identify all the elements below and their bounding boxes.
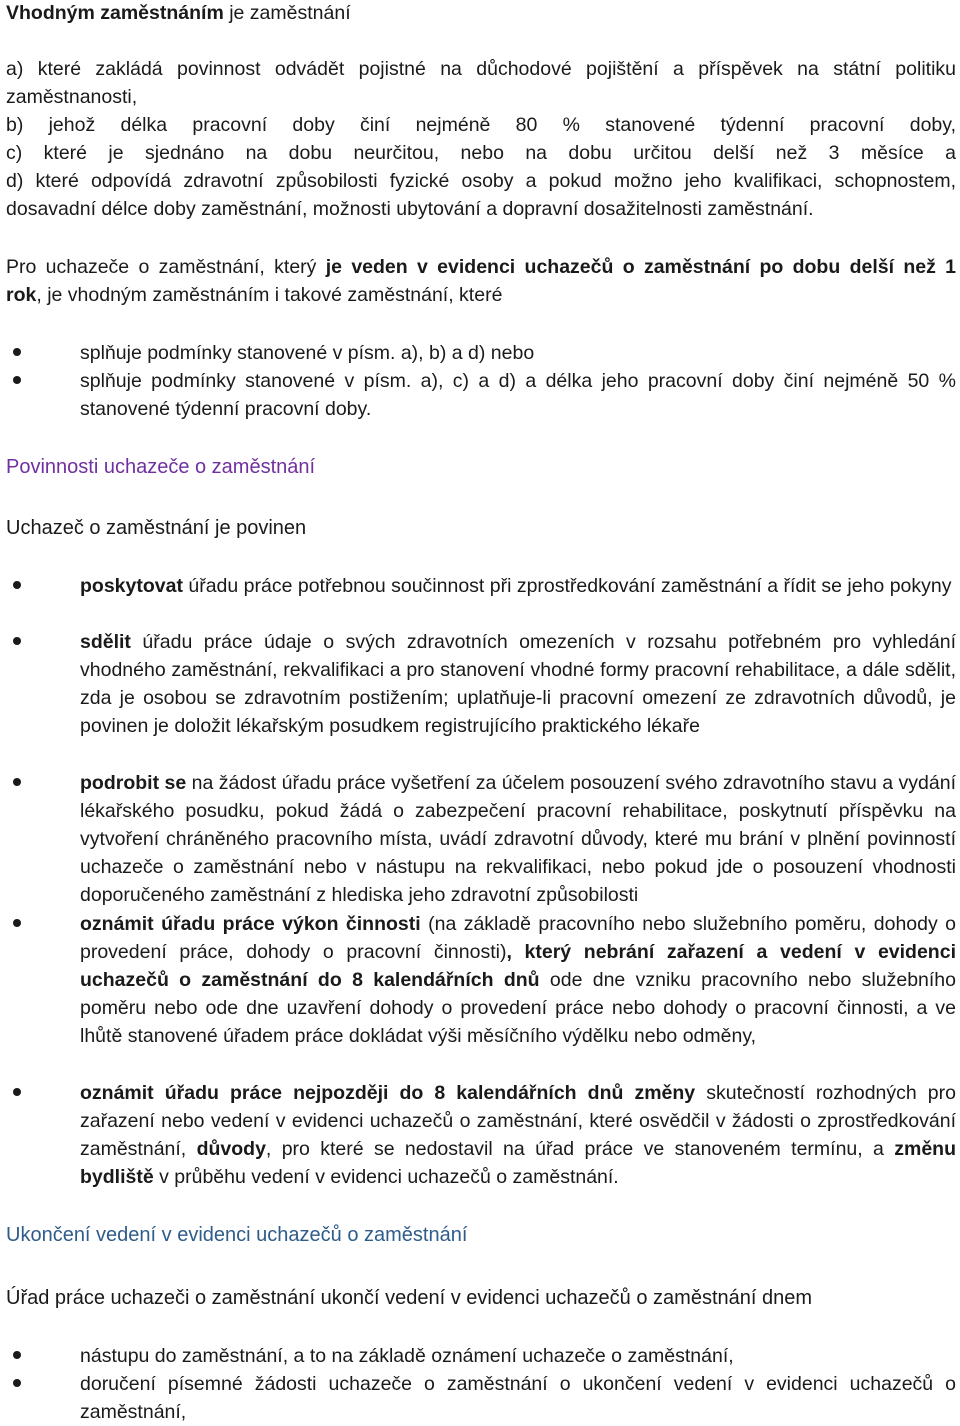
section-heading-duties: Povinnosti uchazeče o zaměstnání — [6, 456, 316, 478]
paragraph-long-term-line2 — [6, 282, 502, 308]
list-item-text — [80, 910, 956, 1050]
section-heading-termination: Ukončení vedení v evidenci uchazečů o zaměstnání — [6, 1224, 468, 1246]
paragraph-termination: Úřad práce uchazeči o zaměstnání ukončí vedení v evidenci uchazečů o zaměstnání dnem — [6, 1287, 813, 1309]
list-item-text — [80, 628, 956, 740]
para2-c: rok — [6, 284, 37, 306]
bullet-icon — [13, 581, 21, 589]
bullet-icon — [13, 348, 21, 356]
bullet-icon — [13, 637, 21, 645]
list-item-text: doručení písemné žádosti uchazeče o zaměstnání o ukončení vedení v evidenci uchazečů o zaměstnání, — [80, 1373, 956, 1423]
bullet-icon — [13, 778, 21, 786]
duty-keyword: podrobit se — [80, 772, 187, 794]
duty-keyword: poskytovat — [80, 575, 183, 597]
intro-line: zaměstnanosti, — [6, 86, 138, 108]
list-item-text — [80, 572, 956, 600]
duty-text: (na základě pracovního nebo služebního poměru, dohody o provedení práce, dohody o pracovní činnosti) — [80, 913, 957, 963]
page-title — [6, 0, 351, 26]
paragraph-long-term-line1 — [6, 254, 956, 280]
intro-line: dosavadní délce doby zaměstnání, možnosti ubytování a dopravní dosažitelnosti zaměstnání. — [6, 198, 814, 220]
intro-line: a) které zakládá povinnost odvádět pojistné na důchodové pojištění a příspěvek na státní politiku — [6, 58, 956, 80]
bullet-icon — [13, 1088, 21, 1096]
list-item-text: nástupu do zaměstnání, a to na základě oznámení uchazeče o zaměstnání, — [80, 1345, 734, 1367]
title-rest: je zaměstnání — [223, 2, 351, 24]
bullet-icon — [13, 1379, 21, 1387]
intro-line: b) jehož délka pracovní doby činí nejméně 80 % stanovené týdenní pracovní doby, — [6, 114, 956, 136]
list-item-text: splňuje podmínky stanovené v písm. a), c) a d) a délka jeho pracovní doby činí nejméně 50 % stanovené týdenní pracovní doby. — [80, 370, 956, 420]
bullet-icon — [13, 1351, 21, 1359]
list-item-text — [80, 1079, 956, 1191]
duty-keyword: sdělit — [80, 631, 131, 653]
section-subheading: Uchazeč o zaměstnání je povinen — [6, 517, 307, 539]
duty-text: , pro které se nedostavil na úřad práce ve stanoveném termínu, a — [265, 1138, 895, 1160]
intro-line: c) které je sjednáno na dobu neurčitou, nebo na dobu určitou delší než 3 měsíce a — [6, 142, 956, 164]
duty-keyword: změnu bydliště — [80, 1138, 956, 1188]
para2-b: je veden v evidenci uchazečů o zaměstnání po dobu delší než 1 — [325, 256, 956, 278]
duty-keyword: důvody — [196, 1138, 266, 1160]
duty-keyword: , který nebrání zařazení a vedení v evidenci uchazečů o zaměstnání do 8 kalendářních dnů — [80, 941, 956, 991]
intro-line: d) které odpovídá zdravotní způsobilosti fyzické osoby a pokud možno jeho kvalifikaci, schopnostem, — [6, 170, 956, 192]
duty-keyword: oznámit úřadu práce nejpozději do 8 kalendářních dnů změny — [80, 1082, 696, 1104]
para2-d: , je vhodným zaměstnáním i takové zaměstnání, které — [36, 284, 503, 306]
duty-text: ode dne vzniku pracovního nebo služebního poměru nebo ode dne uzavření dohody o provedení práce nebo dohody o pracovní činnosti, a ve lhůtě stanovené úřadem práce dokládat výši měsíčního výdělku nebo odměny, — [80, 969, 956, 1047]
list-item-text — [80, 769, 956, 909]
duty-keyword: oznámit úřadu práce výkon činnosti — [80, 913, 421, 935]
duty-text: skutečností rozhodných pro zařazení nebo vedení v evidenci uchazečů o zaměstnání, které osvědčil v žádosti o zprostředkování zaměstnání, — [80, 1082, 956, 1160]
list-item-text: splňuje podmínky stanovené v písm. a), b) a d) nebo — [80, 342, 535, 364]
duty-text: na žádost úřadu práce vyšetření za účelem posouzení svého zdravotního stavu a vydání lékařského posudku, pokud žádá o zabezpečení pracovní rehabilitace, poskytnutí příspěvku na vytvoření chráněného pracovního místa, uvádí zdravotní důvody, které mu brání v plnění povinností uchazeče o zaměstnání nebo v nástupu na rekvalifikaci, nebo pokud jde o posouzení vhodnosti doporučeného zaměstnání z hlediska jeho zdravotní způsobilosti — [80, 772, 956, 906]
bullet-icon — [13, 919, 21, 927]
title-bold: Vhodným zaměstnáním — [6, 2, 224, 24]
duty-text: úřadu práce údaje o svých zdravotních omezeních v rozsahu potřebném pro vyhledání vhodného zaměstnání, rekvalifikaci a pro stanovení vhodné formy pracovní rehabilitace, a dále sdělit, zda je osobou se zdravotním postižením; uplatňuje-li pracovní omezení ze zdravotních důvodů, je povinen je doložit lékařským posudkem registrujícího praktického lékaře — [80, 631, 956, 737]
duty-text: úřadu práce potřebnou součinnost při zprostředkování zaměstnání a řídit se jeho pokyny — [182, 575, 952, 597]
duty-text: v průběhu vedení v evidenci uchazečů o zaměstnání. — [153, 1166, 619, 1188]
para2-a: Pro uchazeče o zaměstnání, který — [6, 256, 326, 278]
bullet-icon — [13, 376, 21, 384]
